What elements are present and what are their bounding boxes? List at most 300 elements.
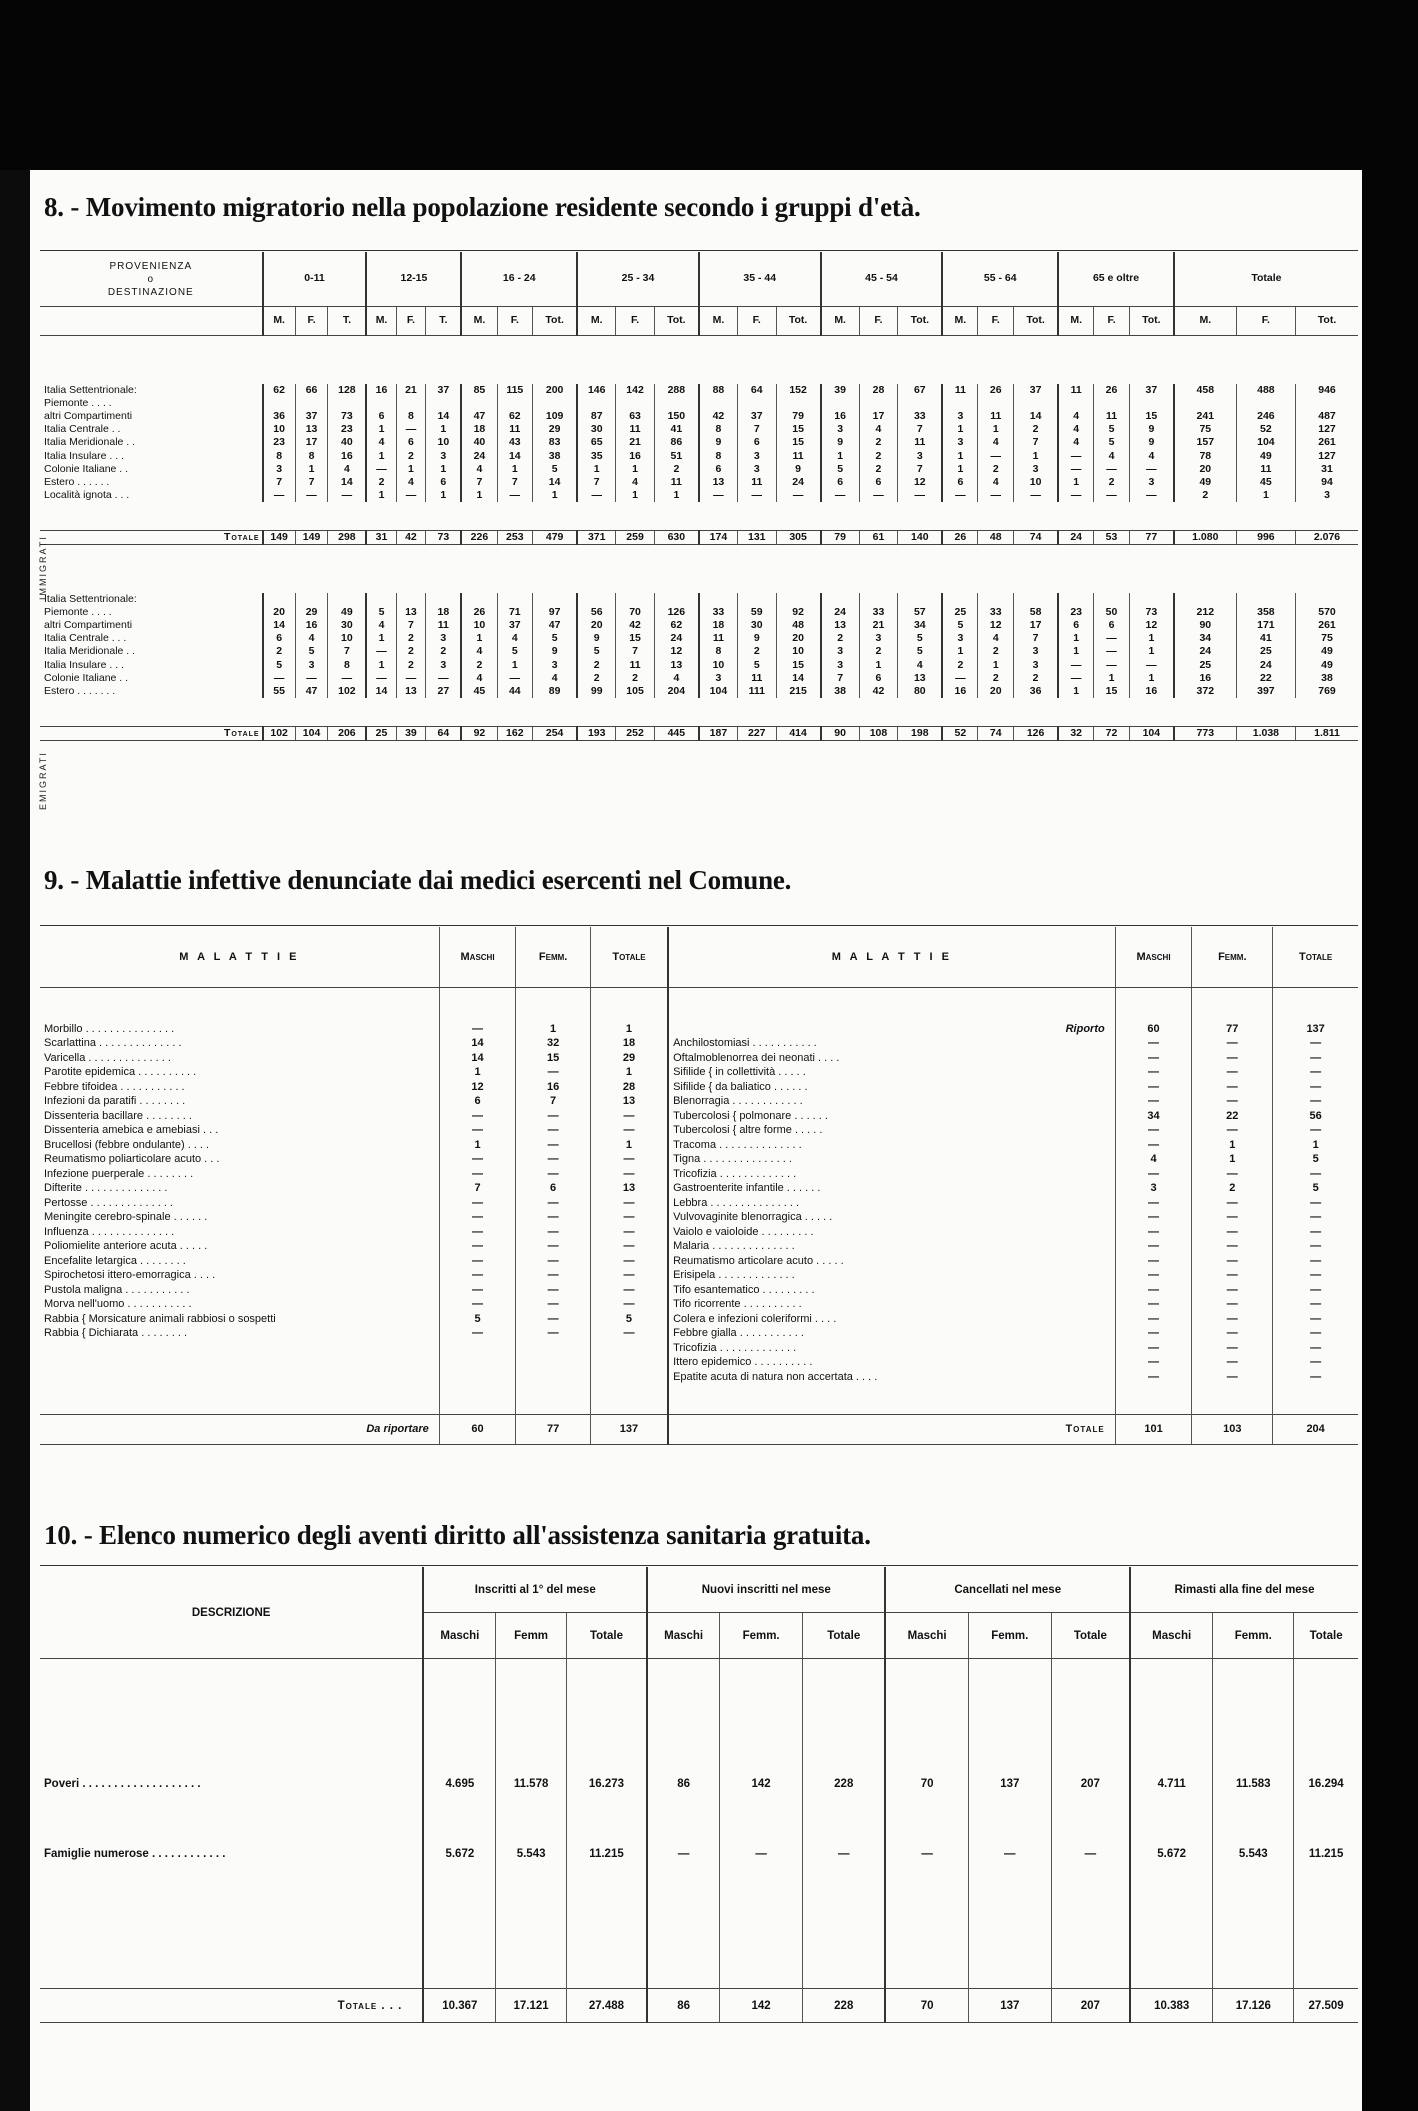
healthcare-cell: 142: [720, 1769, 803, 1799]
spacer-cell: [1051, 1869, 1130, 1989]
disease-maschi: —: [439, 1225, 516, 1240]
migration-cell: 9: [577, 632, 616, 645]
disease-name: Pustola maligna . . . . . . . . . . .: [44, 1283, 190, 1296]
age-group-header: 12-15: [366, 252, 461, 307]
migration-cell: 3: [942, 632, 978, 645]
migration-cell: 397: [1236, 685, 1295, 698]
spacer-cell: [885, 1869, 968, 1989]
disease-totale: 13: [590, 1181, 668, 1196]
row-label: altri Compartimenti: [44, 409, 133, 422]
migration-cell: 12: [978, 619, 1014, 632]
disease-totale: —: [590, 1254, 668, 1269]
migration-cell: 1: [942, 463, 978, 476]
migration-cell: 3: [1014, 463, 1059, 476]
spacer-row: [40, 502, 1358, 530]
disease-totale: —: [1273, 1210, 1358, 1225]
age-group-header: 55 - 64: [942, 252, 1058, 307]
migration-cell: [366, 593, 396, 606]
disease-totale: —: [1273, 1225, 1358, 1240]
migration-row: [40, 619, 1358, 632]
migration-cell: 4: [366, 619, 396, 632]
migration-cell: —: [1058, 672, 1094, 685]
migration-cell: 1: [497, 463, 533, 476]
healthcare-total-cell: 17.126: [1213, 1989, 1294, 2023]
disease-totale: 56: [1273, 1109, 1358, 1124]
healthcare-subheader: Femm: [496, 1613, 566, 1659]
migration-cell: 14: [366, 685, 396, 698]
spacer-cell: [1051, 1659, 1130, 1769]
disease-totale: 29: [590, 1051, 668, 1066]
migration-cell: 1: [366, 489, 396, 502]
migration-cell: 94: [1296, 476, 1358, 489]
disease-name: Scarlattina . . . . . . . . . . . . . .: [44, 1037, 182, 1049]
migration-cell: [461, 397, 497, 410]
migration-cell: 5: [737, 659, 776, 672]
migration-cell: 140: [898, 530, 943, 544]
migration-cell: 1: [978, 423, 1014, 436]
migration-cell: [654, 593, 699, 606]
migration-cell: 127: [1296, 423, 1358, 436]
migration-cell: 1: [1058, 645, 1094, 658]
migration-row: [40, 672, 1358, 685]
disease-row: [40, 1355, 1358, 1370]
disease-name: Tricofizia . . . . . . . . . . . . .: [668, 1341, 1115, 1356]
disease-row: [40, 1196, 1358, 1211]
diseases-header-row: [40, 927, 1358, 988]
migration-cell: 2: [461, 659, 497, 672]
migration-cell: 104: [699, 685, 738, 698]
migration-cell: 2: [859, 645, 898, 658]
migration-cell: [1014, 397, 1059, 410]
healthcare-subheader: Totale: [803, 1613, 886, 1659]
migration-cell: 34: [1174, 632, 1236, 645]
disease-femm: 1: [516, 1022, 591, 1037]
sex-subheader: M.: [699, 307, 738, 336]
migration-total-row: [40, 530, 1358, 544]
healthcare-cell: 86: [647, 1769, 720, 1799]
migration-cell: —: [328, 489, 367, 502]
disease-name: Dissenteria bacillare . . . . . . . .: [44, 1109, 192, 1122]
migration-cell: 37: [295, 410, 328, 423]
disease-maschi: 5: [439, 1312, 516, 1327]
healthcare-cell: 137: [968, 1769, 1051, 1799]
migration-cell: 5: [1094, 423, 1130, 436]
migration-cell: 10: [426, 436, 462, 449]
migration-cell: —: [1129, 489, 1174, 502]
row-label: Italia Centrale . . .: [44, 632, 127, 645]
migration-cell: 64: [426, 726, 462, 740]
migration-cell: 108: [859, 726, 898, 740]
disease-maschi: —: [1115, 1326, 1192, 1341]
migration-cell: 13: [699, 476, 738, 489]
disease-row: [40, 1094, 1358, 1109]
migration-cell: 1: [1058, 632, 1094, 645]
migration-cell: 47: [295, 685, 328, 698]
disease-maschi: 14: [439, 1036, 516, 1051]
row-label: Italia Meridionale . .: [44, 436, 136, 449]
migration-cell: —: [263, 489, 296, 502]
migration-cell: 21: [616, 436, 655, 449]
empty-cell: [439, 1341, 516, 1356]
migration-cell: 47: [461, 410, 497, 423]
disease-maschi: 7: [439, 1181, 516, 1196]
migration-cell: 16: [1174, 672, 1236, 685]
disease-femm: 1: [1192, 1152, 1273, 1167]
migration-cell: 1: [654, 489, 699, 502]
migration-cell: 206: [328, 726, 367, 740]
disease-name: Sifilide { da baliatico . . . . . .: [668, 1080, 1115, 1095]
spacer-cell: [647, 1659, 720, 1769]
migration-cell: 152: [776, 384, 821, 397]
disease-totale: —: [1273, 1123, 1358, 1138]
healthcare-subheader: Totale: [566, 1613, 647, 1659]
healthcare-cell: 16.273: [566, 1769, 647, 1799]
empty-cell: [40, 1341, 439, 1356]
migration-cell: 11: [737, 672, 776, 685]
empty-cell: [40, 1355, 439, 1370]
migration-cell: 193: [577, 726, 616, 740]
disease-femm: —: [516, 1283, 591, 1298]
disease-name: Vulvovaginite blenorragica . . . . .: [668, 1210, 1115, 1225]
migration-cell: 3: [821, 659, 860, 672]
migration-cell: —: [577, 489, 616, 502]
migration-cell: 33: [978, 606, 1014, 619]
migration-cell: 372: [1174, 685, 1236, 698]
migration-cell: 6: [1058, 619, 1094, 632]
spacer-cell: [590, 1384, 668, 1414]
migration-cell: [942, 397, 978, 410]
empty-cell: [40, 1370, 439, 1385]
disease-maschi: —: [1115, 1355, 1192, 1370]
migration-cell: [821, 397, 860, 410]
migration-cell: 4: [1058, 423, 1094, 436]
da-riportare-label: Da riportare: [40, 1414, 439, 1444]
migration-cell: —: [328, 672, 367, 685]
migration-cell: 73: [426, 530, 462, 544]
migration-cell: 2: [1094, 476, 1130, 489]
migration-cell: 21: [859, 619, 898, 632]
migration-cell: [577, 593, 616, 606]
migration-cell: 10: [461, 619, 497, 632]
disease-totale: —: [590, 1123, 668, 1138]
disease-name: Difterite . . . . . . . . . . . . . .: [44, 1182, 168, 1194]
disease-name: Malaria . . . . . . . . . . . . . .: [668, 1239, 1115, 1254]
disease-femm: —: [516, 1065, 591, 1080]
spacer-cell: [885, 1799, 968, 1839]
disease-maschi: 14: [439, 1051, 516, 1066]
empty-cell: [516, 1370, 591, 1385]
sex-subheader: M.: [942, 307, 978, 336]
disease-name: Tigna . . . . . . . . . . . . . . .: [668, 1152, 1115, 1167]
disease-totale: —: [590, 1283, 668, 1298]
migration-cell: 41: [654, 423, 699, 436]
disease-totale: 5: [1273, 1181, 1358, 1196]
healthcare-cell: —: [968, 1839, 1051, 1869]
migration-cell: 146: [577, 384, 616, 397]
disease-femm: —: [1192, 1065, 1273, 1080]
migration-cell: 1: [616, 489, 655, 502]
spacer-cell: [1294, 1869, 1358, 1989]
migration-cell: [654, 397, 699, 410]
disease-name: Brucellosi (febbre ondulante) . . . .: [44, 1138, 210, 1151]
migration-cell: 2: [263, 645, 296, 658]
riporto-totale: 137: [1273, 1022, 1358, 1037]
migration-cell: [1236, 593, 1295, 606]
migration-cell: 7: [328, 645, 367, 658]
migration-cell: 7: [461, 476, 497, 489]
healthcare-group-header-cell: Rimasti alla fine del mese: [1130, 1567, 1358, 1613]
healthcare-total-cell: 228: [803, 1989, 886, 2023]
migration-cell: 49: [1236, 450, 1295, 463]
migration-cell: —: [1129, 463, 1174, 476]
migration-cell: 42: [859, 685, 898, 698]
healthcare-cell: 5.543: [1213, 1839, 1294, 1869]
migration-cell: 2: [396, 645, 426, 658]
migration-cell: 215: [776, 685, 821, 698]
healthcare-row-label: Poveri . . . . . . . . . . . . . . . . . . .: [44, 1777, 201, 1790]
healthcare-total-cell: 10.383: [1130, 1989, 1213, 2023]
migration-cell: —: [366, 463, 396, 476]
sex-subheader: Tot.: [1129, 307, 1174, 336]
disease-maschi: —: [1115, 1239, 1192, 1254]
disease-femm: 15: [516, 1051, 591, 1066]
migration-cell: 83: [533, 436, 578, 449]
migration-cell: 33: [699, 606, 738, 619]
migration-cell: —: [366, 645, 396, 658]
migration-cell: 241: [1174, 410, 1236, 423]
migration-cell: [776, 593, 821, 606]
migration-cell: [295, 397, 328, 410]
migration-cell: 26: [942, 530, 978, 544]
disease-femm: —: [516, 1239, 591, 1254]
migration-cell: 28: [859, 384, 898, 397]
healthcare-cell: 4.695: [423, 1769, 496, 1799]
migration-cell: —: [821, 489, 860, 502]
migration-cell: 70: [616, 606, 655, 619]
spacer-cell: [423, 1659, 496, 1769]
migration-cell: 111: [737, 685, 776, 698]
empty-cell: [590, 1341, 668, 1356]
migration-cell: 104: [1236, 436, 1295, 449]
migration-cell: —: [1058, 489, 1094, 502]
disease-row: [40, 1268, 1358, 1283]
migration-cell: 1: [426, 463, 462, 476]
migration-cell: 2: [1014, 672, 1059, 685]
migration-cell: 9: [1129, 436, 1174, 449]
migration-cell: 74: [1014, 530, 1059, 544]
healthcare-cell: —: [885, 1839, 968, 1869]
healthcare-total-label: Totale . . .: [40, 1989, 423, 2023]
migration-cell: 39: [821, 384, 860, 397]
migration-row: [40, 606, 1358, 619]
disease-femm: —: [1192, 1239, 1273, 1254]
disease-totale: 1: [1273, 1138, 1358, 1153]
spacer-cell: [1213, 1799, 1294, 1839]
migration-cell: 1: [295, 463, 328, 476]
migration-cell: 414: [776, 726, 821, 740]
migration-cell: [328, 397, 367, 410]
migration-cell: [426, 397, 462, 410]
migration-cell: 1: [461, 489, 497, 502]
disease-name: Tubercolosi { altre forme . . . . .: [668, 1123, 1115, 1138]
migration-cell: 6: [737, 436, 776, 449]
migration-cell: 13: [898, 672, 943, 685]
migration-row: [40, 384, 1358, 397]
migration-cell: 42: [699, 410, 738, 423]
migration-cell: —: [396, 672, 426, 685]
spacer-cell: [968, 1659, 1051, 1769]
migration-cell: 6: [426, 476, 462, 489]
scan-right-border: [1362, 0, 1418, 2111]
migration-cell: 1: [942, 645, 978, 658]
spacer-cell: [668, 1384, 1115, 1414]
migration-cell: 187: [699, 726, 738, 740]
migration-cell: 12: [1129, 619, 1174, 632]
healthcare-subheader: Maschi: [885, 1613, 968, 1659]
migration-cell: 11: [1058, 384, 1094, 397]
spacer-cell: [803, 1869, 886, 1989]
disease-totale: —: [590, 1210, 668, 1225]
migration-cell: —: [737, 489, 776, 502]
disease-femm: 1: [1192, 1138, 1273, 1153]
migration-cell: 4: [1058, 410, 1094, 423]
migration-cell: 4: [898, 659, 943, 672]
section10-title: 10. - Elenco numerico degli aventi diritto all'assistenza sanitaria gratuita.: [44, 1520, 871, 1550]
col-descrizione: DESCRIZIONE: [40, 1567, 423, 1659]
migration-cell: 11: [942, 384, 978, 397]
migration-cell: 4: [396, 476, 426, 489]
spacer-cell: [40, 336, 1358, 384]
disease-maschi: —: [439, 1283, 516, 1298]
disease-femm: —: [1192, 1312, 1273, 1327]
migration-cell: 198: [898, 726, 943, 740]
migration-cell: [737, 593, 776, 606]
migration-row: [40, 489, 1358, 502]
disease-totale: —: [1273, 1094, 1358, 1109]
migration-cell: 261: [1296, 436, 1358, 449]
migration-cell: 2: [942, 659, 978, 672]
migration-row: [40, 423, 1358, 436]
disease-totale: —: [590, 1268, 668, 1283]
migration-cell: —: [263, 672, 296, 685]
spacer-cell: [1192, 988, 1273, 1022]
disease-totale: —: [1273, 1370, 1358, 1385]
migration-cell: 1: [366, 659, 396, 672]
migration-cell: 55: [263, 685, 296, 698]
spacer-cell: [1294, 1799, 1358, 1839]
migration-cell: 3: [426, 632, 462, 645]
migration-cell: —: [295, 489, 328, 502]
migration-cell: 16: [1129, 685, 1174, 698]
migration-cell: 35: [577, 450, 616, 463]
migration-cell: 3: [737, 463, 776, 476]
left-total-totale: 137: [590, 1414, 668, 1444]
migration-cell: 38: [821, 685, 860, 698]
age-group-header: Totale: [1174, 252, 1358, 307]
infectious-diseases-table: [40, 927, 1358, 1445]
migration-cell: 6: [859, 672, 898, 685]
migration-cell: 104: [295, 726, 328, 740]
migration-cell: 288: [654, 384, 699, 397]
migration-cell: 3: [1129, 476, 1174, 489]
migration-cell: —: [942, 672, 978, 685]
migration-cell: —: [776, 489, 821, 502]
migration-cell: —: [366, 672, 396, 685]
disease-maschi: —: [1115, 1268, 1192, 1283]
spacer-cell: [885, 1659, 968, 1769]
migration-cell: 36: [263, 410, 296, 423]
healthcare-total-cell: 27.509: [1294, 1989, 1358, 2023]
migration-cell: 3: [821, 423, 860, 436]
sex-subheader: Tot.: [533, 307, 578, 336]
disease-totale: —: [590, 1239, 668, 1254]
spacer-row: [40, 988, 1358, 1022]
sex-subheader: Tot.: [1014, 307, 1059, 336]
spacer-cell: [40, 1659, 423, 1769]
migration-cell: 63: [616, 410, 655, 423]
migration-cell: 62: [263, 384, 296, 397]
row-label: Piemonte . . . .: [44, 605, 112, 618]
right-total-totale: 204: [1273, 1414, 1358, 1444]
migration-row: [40, 450, 1358, 463]
migration-cell: 26: [1094, 384, 1130, 397]
disease-maschi: —: [1115, 1167, 1192, 1182]
migration-cell: 104: [1129, 726, 1174, 740]
disease-maschi: —: [439, 1268, 516, 1283]
migration-cell: 90: [1174, 619, 1236, 632]
migration-cell: 10: [263, 423, 296, 436]
migration-cell: 71: [497, 606, 533, 619]
migration-cell: 150: [654, 410, 699, 423]
migration-row: [40, 476, 1358, 489]
migration-cell: 1.038: [1236, 726, 1295, 740]
spacer-cell: [40, 698, 1358, 726]
migration-cell: —: [396, 423, 426, 436]
healthcare-cell: 11.215: [1294, 1839, 1358, 1869]
healthcare-cell: —: [720, 1839, 803, 1869]
section9-top-rule: [40, 925, 1358, 926]
migration-cell: 6: [942, 476, 978, 489]
migration-cell: 488: [1236, 384, 1295, 397]
section10-top-rule: [40, 1565, 1358, 1566]
disease-femm: —: [516, 1254, 591, 1269]
migration-cell: 1: [1094, 672, 1130, 685]
migration-cell: 8: [699, 645, 738, 658]
migration-cell: 8: [295, 450, 328, 463]
sex-subheader: F.: [978, 307, 1014, 336]
migration-cell: 1: [859, 659, 898, 672]
sex-subheader: Tot.: [1296, 307, 1358, 336]
migration-cell: 946: [1296, 384, 1358, 397]
migration-cell: 2: [1014, 423, 1059, 436]
disease-totale: —: [1273, 1268, 1358, 1283]
spacer-cell: [496, 1659, 566, 1769]
disease-maschi: —: [439, 1022, 516, 1037]
disease-femm: —: [516, 1268, 591, 1283]
spacer-cell: [40, 1799, 423, 1839]
sex-subheader: F.: [1094, 307, 1130, 336]
disease-totale: —: [1273, 1051, 1358, 1066]
migration-cell: 7: [898, 423, 943, 436]
disease-femm: —: [1192, 1297, 1273, 1312]
disease-totale: —: [1273, 1080, 1358, 1095]
healthcare-subheader: Maschi: [1130, 1613, 1213, 1659]
migration-cell: 18: [461, 423, 497, 436]
disease-maschi: —: [1115, 1138, 1192, 1153]
migration-cell: 14: [426, 410, 462, 423]
disease-name: Reumatismo poliarticolare acuto . . .: [44, 1153, 220, 1165]
disease-femm: —: [1192, 1080, 1273, 1095]
